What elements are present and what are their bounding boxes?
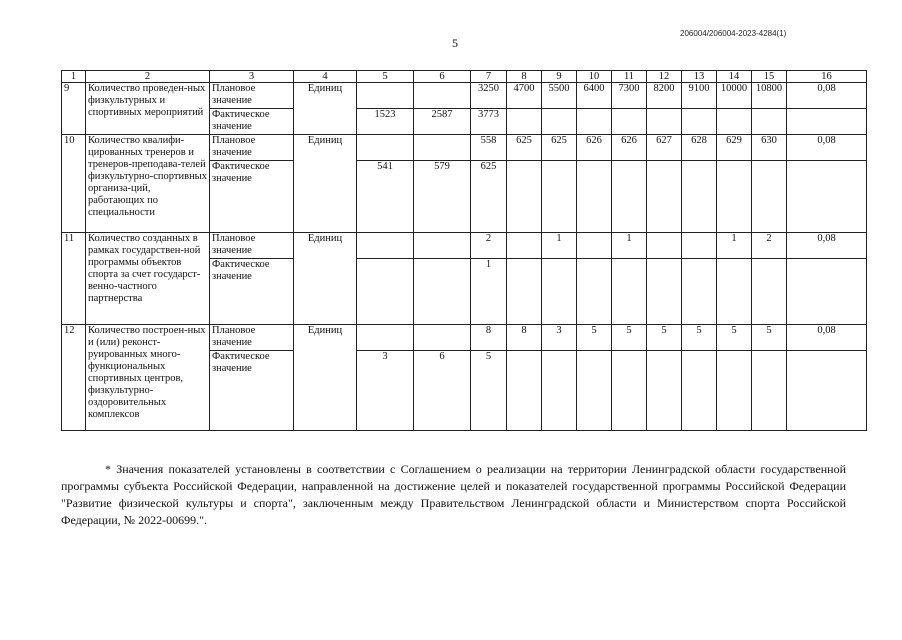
plan-value: 2 <box>471 233 507 259</box>
fact-value <box>414 259 471 325</box>
fact-label: Фактическое значение <box>210 109 294 135</box>
plan-value: 1 <box>717 233 752 259</box>
plan-value: 626 <box>612 135 647 161</box>
plan-value <box>357 83 414 109</box>
row-number: 12 <box>62 325 86 431</box>
plan-value: 8200 <box>647 83 682 109</box>
document-id: 206004/206004-2023-4284(1) <box>680 29 787 38</box>
plan-value: 8 <box>507 325 542 351</box>
fact-value <box>717 161 752 233</box>
weight-empty <box>787 259 867 325</box>
weight-empty <box>787 351 867 431</box>
plan-value: 5 <box>577 325 612 351</box>
fact-value: 6 <box>414 351 471 431</box>
plan-value <box>682 233 717 259</box>
fact-value <box>717 259 752 325</box>
plan-value: 4700 <box>507 83 542 109</box>
table-row <box>62 83 867 109</box>
plan-label: Плановое значение <box>210 325 294 351</box>
fact-value <box>542 109 577 135</box>
plan-value: 1 <box>612 233 647 259</box>
fact-value <box>612 161 647 233</box>
fact-value: 5 <box>471 351 507 431</box>
column-number-header: 8 <box>507 71 542 83</box>
fact-value <box>507 351 542 431</box>
fact-value <box>357 259 414 325</box>
fact-value: 3 <box>357 351 414 431</box>
fact-value: 625 <box>471 161 507 233</box>
plan-label: Плановое значение <box>210 135 294 161</box>
plan-value <box>357 325 414 351</box>
plan-value: 5500 <box>542 83 577 109</box>
plan-value <box>414 135 471 161</box>
plan-value: 5 <box>682 325 717 351</box>
plan-value: 626 <box>577 135 612 161</box>
fact-label: Фактическое значение <box>210 161 294 233</box>
plan-value: 630 <box>752 135 787 161</box>
column-number-header: 3 <box>210 71 294 83</box>
row-number: 9 <box>62 83 86 135</box>
fact-value <box>682 259 717 325</box>
page-number: 5 <box>452 36 458 50</box>
plan-value: 629 <box>717 135 752 161</box>
fact-value <box>752 259 787 325</box>
column-number-header: 14 <box>717 71 752 83</box>
column-number-header: 12 <box>647 71 682 83</box>
indicators-table <box>61 70 867 431</box>
plan-value: 625 <box>542 135 577 161</box>
fact-value <box>577 109 612 135</box>
fact-value <box>507 259 542 325</box>
unit: Единиц <box>294 325 357 431</box>
plan-value <box>647 233 682 259</box>
column-number-header: 11 <box>612 71 647 83</box>
fact-value <box>752 109 787 135</box>
fact-value <box>542 351 577 431</box>
weight: 0,08 <box>787 325 867 351</box>
indicator-name: Количество созданных в рамках государствен-ной программы объектов спорта за счет государст-венно-частного партнерства <box>86 233 210 325</box>
table-row <box>62 135 867 161</box>
fact-value <box>647 259 682 325</box>
row-number: 10 <box>62 135 86 233</box>
column-number-header: 7 <box>471 71 507 83</box>
plan-label: Плановое значение <box>210 83 294 109</box>
fact-value <box>717 351 752 431</box>
indicator-name: Количество проведен-ных физкультурных и спортивных мероприятий <box>86 83 210 135</box>
fact-value <box>647 351 682 431</box>
fact-value <box>612 259 647 325</box>
column-number-header: 4 <box>294 71 357 83</box>
fact-value <box>682 109 717 135</box>
fact-label: Фактическое значение <box>210 259 294 325</box>
plan-value <box>577 233 612 259</box>
plan-value <box>507 233 542 259</box>
plan-value: 5 <box>752 325 787 351</box>
plan-value: 6400 <box>577 83 612 109</box>
table-row <box>62 233 867 259</box>
fact-value <box>577 161 612 233</box>
column-number-header: 1 <box>62 71 86 83</box>
weight-empty <box>787 109 867 135</box>
fact-value: 3773 <box>471 109 507 135</box>
plan-value <box>357 233 414 259</box>
plan-value <box>414 83 471 109</box>
column-number-header: 15 <box>752 71 787 83</box>
fact-value: 1 <box>471 259 507 325</box>
column-number-header: 2 <box>86 71 210 83</box>
fact-value: 541 <box>357 161 414 233</box>
row-number: 11 <box>62 233 86 325</box>
plan-value: 1 <box>542 233 577 259</box>
fact-value <box>752 161 787 233</box>
footnote-text: * Значения показателей установлены в соответствии с Соглашением о реализации на территории Ленинградской области государственной программы субъекта Российской Федерации, направленной на достижение целей и показателей государственной программы Российской Федерации "Развитие физической культуры и спорта", заключенным между Правительством Ленинградской области и Министерством спорта Российской Федерации, № 2022-00699.". <box>61 462 846 527</box>
footnote <box>61 461 846 529</box>
fact-value <box>647 109 682 135</box>
column-number-header: 10 <box>577 71 612 83</box>
fact-value <box>682 161 717 233</box>
unit: Единиц <box>294 83 357 135</box>
plan-value <box>414 233 471 259</box>
plan-value: 5 <box>647 325 682 351</box>
plan-value: 5 <box>717 325 752 351</box>
fact-value <box>647 161 682 233</box>
fact-value <box>717 109 752 135</box>
fact-value <box>577 259 612 325</box>
indicator-name: Количество квалифи-цированных тренеров и тренеров-преподава-телей физкультурно-спортивных организа-ций, работающих по специальности <box>86 135 210 233</box>
plan-value: 625 <box>507 135 542 161</box>
plan-value: 558 <box>471 135 507 161</box>
fact-value <box>682 351 717 431</box>
fact-label: Фактическое значение <box>210 351 294 431</box>
fact-value: 1523 <box>357 109 414 135</box>
table-row <box>62 325 867 351</box>
indicator-name: Количество построен-ных и (или) реконст-руированных много-функциональных спортивных центров, физкультурно-оздоровительных комплексов <box>86 325 210 431</box>
fact-value <box>752 351 787 431</box>
fact-value: 2587 <box>414 109 471 135</box>
header-row <box>62 71 867 83</box>
fact-value <box>612 109 647 135</box>
plan-label: Плановое значение <box>210 233 294 259</box>
unit: Единиц <box>294 233 357 325</box>
column-number-header: 5 <box>357 71 414 83</box>
column-number-header: 16 <box>787 71 867 83</box>
column-number-header: 9 <box>542 71 577 83</box>
unit: Единиц <box>294 135 357 233</box>
column-number-header: 6 <box>414 71 471 83</box>
plan-value: 8 <box>471 325 507 351</box>
fact-value <box>612 351 647 431</box>
weight: 0,08 <box>787 233 867 259</box>
plan-value: 627 <box>647 135 682 161</box>
column-number-header: 13 <box>682 71 717 83</box>
plan-value: 7300 <box>612 83 647 109</box>
plan-value: 628 <box>682 135 717 161</box>
plan-value: 3250 <box>471 83 507 109</box>
plan-value <box>414 325 471 351</box>
plan-value <box>357 135 414 161</box>
fact-value <box>507 109 542 135</box>
plan-value: 10000 <box>717 83 752 109</box>
fact-value <box>507 161 542 233</box>
fact-value <box>577 351 612 431</box>
plan-value: 10800 <box>752 83 787 109</box>
fact-value: 579 <box>414 161 471 233</box>
weight-empty <box>787 161 867 233</box>
fact-value <box>542 259 577 325</box>
plan-value: 5 <box>612 325 647 351</box>
fact-value <box>542 161 577 233</box>
plan-value: 2 <box>752 233 787 259</box>
weight: 0,08 <box>787 83 867 109</box>
weight: 0,08 <box>787 135 867 161</box>
plan-value: 9100 <box>682 83 717 109</box>
plan-value: 3 <box>542 325 577 351</box>
